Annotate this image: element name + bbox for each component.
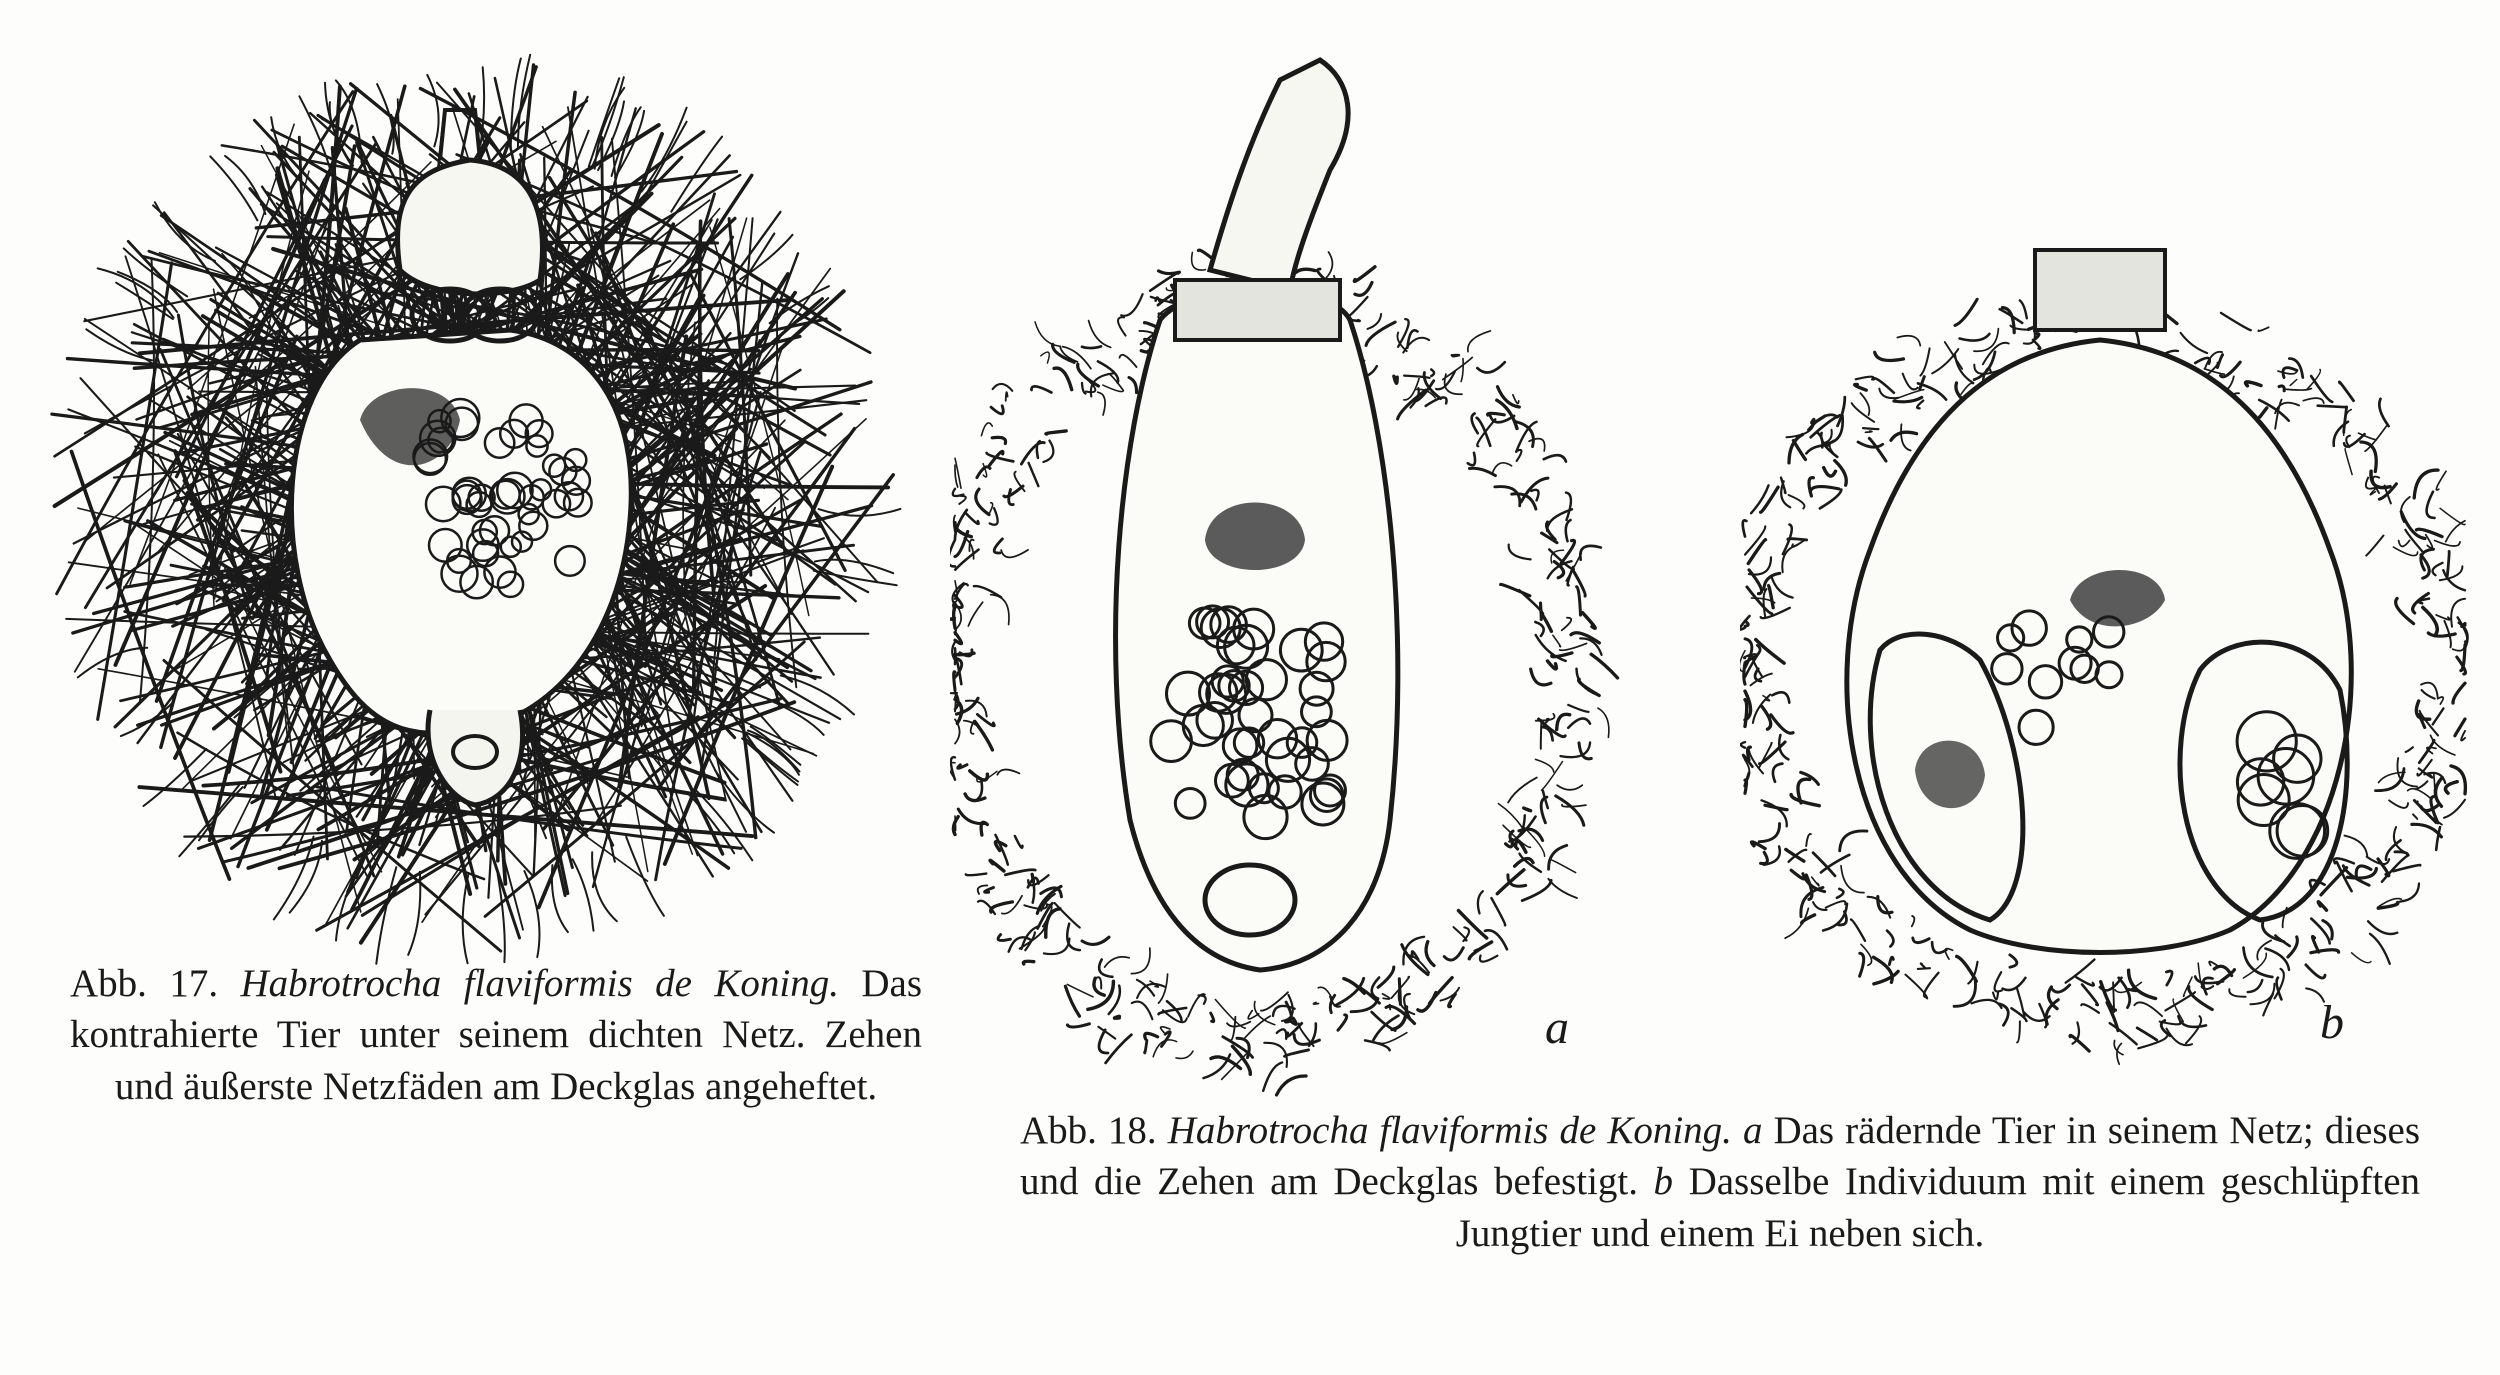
figure-18-caption-label-b: b [1653,1160,1674,1204]
figure-18-caption [1020,1105,2420,1259]
figure-17-species: Habrotrocha flaviformis de Koning. [240,962,839,1005]
figure-18-caption-label-a: a [1742,1109,1763,1152]
figure-18-number: Abb. 18. [1020,1109,1157,1152]
figure-18-text-b: Dasselbe Individuum mit einem geschlüpften Jungtier und einem Ei neben sich. [1455,1160,2421,1255]
figure-18a-drawing [950,20,1750,1100]
figure-17-number: Abb. 17. [70,962,219,1005]
figure-18-text-a: Das rädernde Tier in seinem Netz; dieses und die Zehen am Deckglas befestigt. [1020,1109,2421,1204]
figure-18-species: Habrotrocha flaviformis de Koning. [1167,1109,1732,1152]
figure-17-drawing [30,40,930,970]
figure-17-caption [70,958,922,1112]
figure-18b-label: b [2320,996,2344,1049]
figure-18b-drawing [1740,230,2470,1090]
figure-17-description: Das kontrahierte Tier unter seinem dichten Netz. Zehen und äußerste Netzfäden am Deckglas angeheftet. [70,962,923,1108]
figure-18a-label: a [1545,1001,1569,1054]
